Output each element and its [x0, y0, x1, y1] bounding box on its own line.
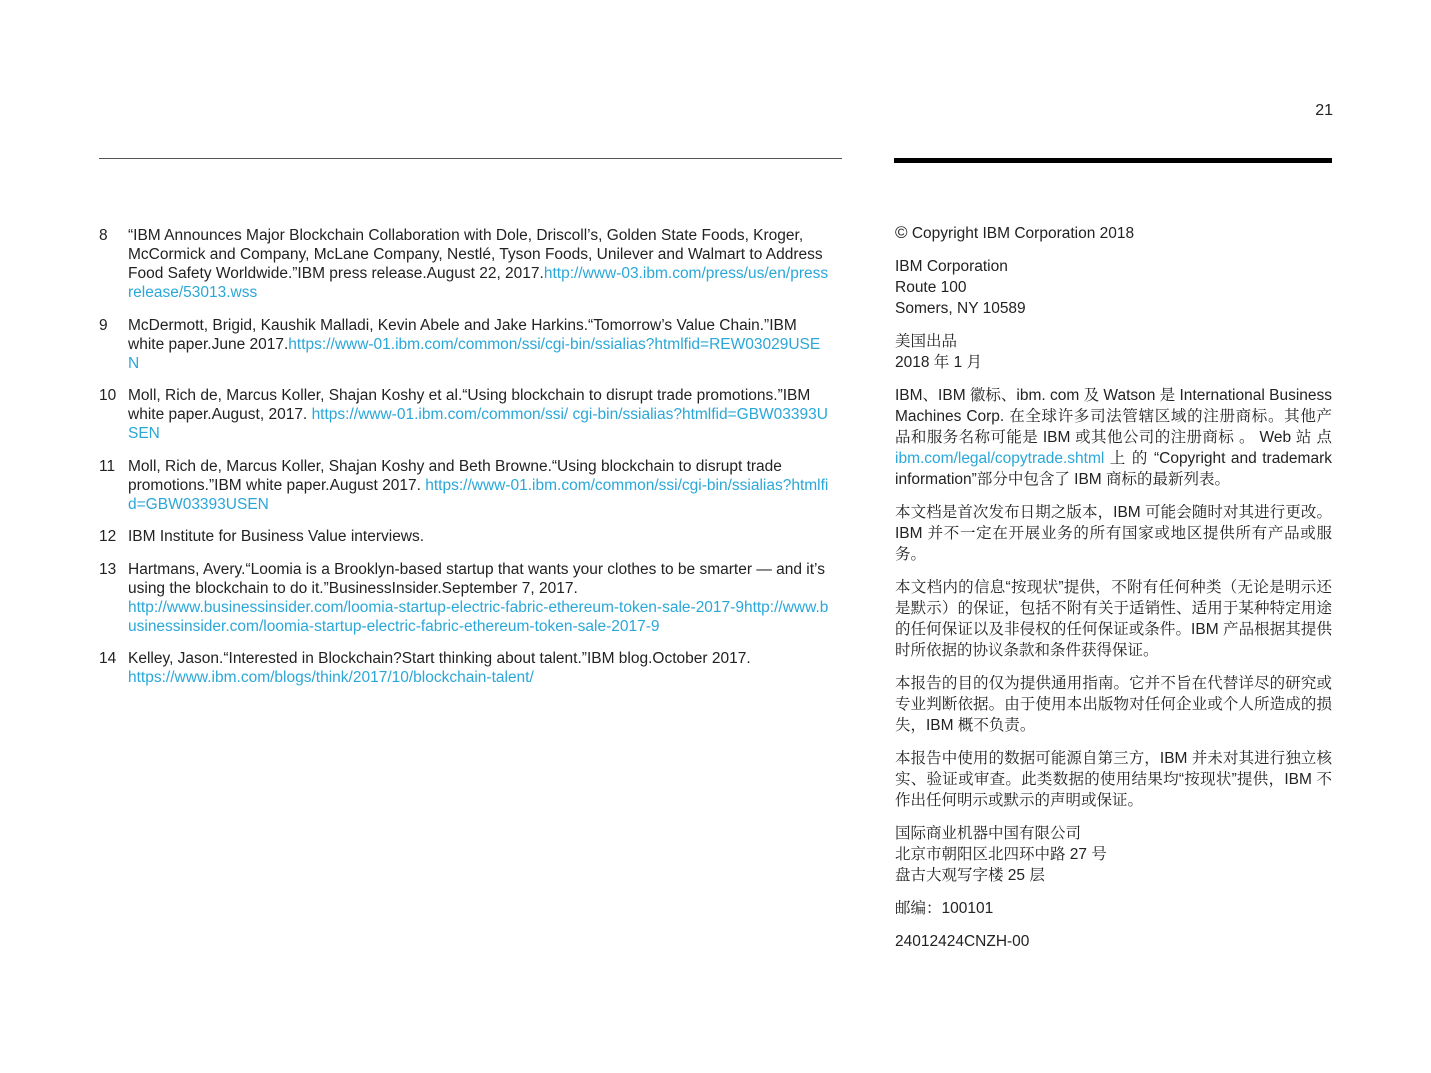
document-code: 24012424CNZH-00: [895, 933, 1030, 950]
reference-link[interactable]: https://www-01.ibm.com/common/ssi/ cgi-bin/ssialias?htmlfid=GBW03393USEN: [128, 406, 828, 442]
trademark-text-end: 上 的 “Copyright and trademark information”部分中包含了 IBM 商标的最新列表。: [895, 450, 1332, 488]
reference-item: [99, 386, 829, 443]
reference-text: IBM Institute for Business Value interviews.: [128, 528, 425, 545]
reference-item: [99, 316, 829, 373]
reference-number: 13: [99, 560, 117, 578]
reference-number: 10: [99, 387, 117, 404]
reference-link[interactable]: https://www-01.ibm.com/common/ssi/cgi-bin/ssialias?htmlfid=GBW03393USEN: [128, 476, 829, 513]
divider-left: [99, 158, 842, 159]
copyright-line: [895, 222, 1332, 244]
copyright-text: Copyright IBM Corporation 2018: [911, 225, 1135, 242]
trademark-paragraph: [895, 385, 1332, 490]
page-number: 21: [1315, 102, 1333, 119]
reference-number: 8: [99, 227, 108, 244]
reference-text: “IBM Announces Major Blockchain Collaboration with Dole, Driscoll’s, Golden State Foods, Kroger, McCormick and Company, McLane Company, Nestlé, Tyson Foods, Unilever and Walmart to Address Food Safety Worldwide.”IBM press release.August 22, 2017.: [128, 227, 823, 282]
trademark-text: IBM、IBM 徽标、ibm. com 及 Watson 是 International Business Machines Corp. 在全球许多司法管辖区域的注册商标。其他产品和服务名称可能是 IBM 或其他公司的注册商标 。 Web 站 点: [895, 387, 1332, 446]
china-address-line: 盘古大观写字楼 25 层: [895, 867, 1045, 884]
produced-line: 美国出品: [895, 333, 958, 350]
reference-body: [128, 457, 829, 514]
as-is-paragraph: 本文档内的信息“按现状”提供，不附有任何种类（无论是明示还是默示）的保证，包括不附有关于适销性、适用于某种特定用途的任何保证以及非侵权的任何保证或条件。IBM 产品根据其提供时所依据的协议条款和条件获得保证。: [895, 579, 1332, 659]
produced-info: [895, 331, 1332, 373]
address-line: Route 100: [895, 279, 967, 296]
reference-number: 11: [99, 457, 116, 475]
company-address: [895, 256, 1332, 319]
reference-body: [128, 527, 829, 546]
copyright-icon: ©: [895, 223, 908, 242]
reference-link[interactable]: http://www.businessinsider.com/loomia-startup-electric-fabric-ethereum-token-sale-2017-9http://www.businessinsider.com/loomia-startup-electric-fabric-ethereum-token-sale-2017-9: [128, 598, 829, 635]
china-address-line: 国际商业机器中国有限公司: [895, 825, 1082, 842]
china-address: [895, 823, 1332, 886]
reference-item: [99, 649, 829, 687]
reference-number: 12: [99, 528, 117, 545]
reference-body: [128, 226, 829, 302]
china-address-line: 北京市朝阳区北四环中路 27 号: [895, 846, 1107, 863]
reference-text: Hartmans, Avery.“Loomia is a Brooklyn-based startup that wants your clothes to be smarter — and it’s using the blockchain to do it.”BusinessInsider.September 7, 2017.: [128, 560, 825, 597]
reference-text: Moll, Rich de, Marcus Koller, Shajan Koshy and Beth Browne.“Using blockchain to disrupt trade promotions.”IBM white paper.August 2017.: [128, 457, 782, 494]
divider-right: [894, 158, 1332, 163]
reference-body: [128, 649, 829, 687]
references-list: [99, 226, 829, 701]
reference-text: McDermott, Brigid, Kaushik Malladi, Kevin Abele and Jake Harkins.“Tomorrow’s Value Chain.”IBM white paper.June 2017.: [128, 316, 797, 353]
address-line: Somers, NY 10589: [895, 300, 1026, 317]
reference-number: 14: [99, 650, 117, 667]
legal-column: [895, 222, 1332, 964]
reference-text: Moll, Rich de, Marcus Koller, Shajan Koshy et al.“Using blockchain to disrupt trade promotions.”IBM white paper.August, 2017.: [128, 387, 811, 423]
reference-number: 9: [99, 316, 108, 334]
third-party-paragraph: 本报告中使用的数据可能源自第三方，IBM 并未对其进行独立核实、验证或审查。此类数据的使用结果均“按现状”提供，IBM 不作出任何明示或默示的声明或保证。: [895, 750, 1332, 809]
version-paragraph: 本文档是首次发布日期之版本，IBM 可能会随时对其进行更改。IBM 并不一定在开展业务的所有国家或地区提供所有产品或服务。: [895, 504, 1332, 563]
produced-date: 2018 年 1 月: [895, 354, 983, 371]
reference-text: Kelley, Jason.“Interested in Blockchain?Start thinking about talent.”IBM blog.October 2017.: [128, 650, 751, 667]
reference-link[interactable]: https://www-01.ibm.com/common/ssi/cgi-bin/ssialias?htmlfid=REW03029USEN: [128, 335, 821, 372]
guidance-paragraph: 本报告的目的仅为提供通用指南。它并不旨在代替详尽的研究或专业判断依据。由于使用本出版物对任何企业或个人所造成的损失，IBM 概不负责。: [895, 675, 1332, 734]
reference-item: [99, 527, 829, 546]
reference-body: [128, 560, 829, 636]
reference-link[interactable]: https://www.ibm.com/blogs/think/2017/10/blockchain-talent/: [128, 669, 534, 686]
address-line: IBM Corporation: [895, 258, 1008, 275]
reference-item: [99, 560, 829, 636]
reference-link[interactable]: http://www-03.ibm.com/press/us/en/pressrelease/53013.wss: [128, 265, 829, 301]
reference-body: [128, 386, 829, 443]
reference-body: [128, 316, 829, 373]
reference-item: [99, 226, 829, 302]
reference-item: [99, 457, 829, 514]
trademark-link[interactable]: ibm.com/legal/copytrade.shtml: [895, 450, 1105, 467]
postcode: 邮编：100101: [895, 900, 994, 917]
